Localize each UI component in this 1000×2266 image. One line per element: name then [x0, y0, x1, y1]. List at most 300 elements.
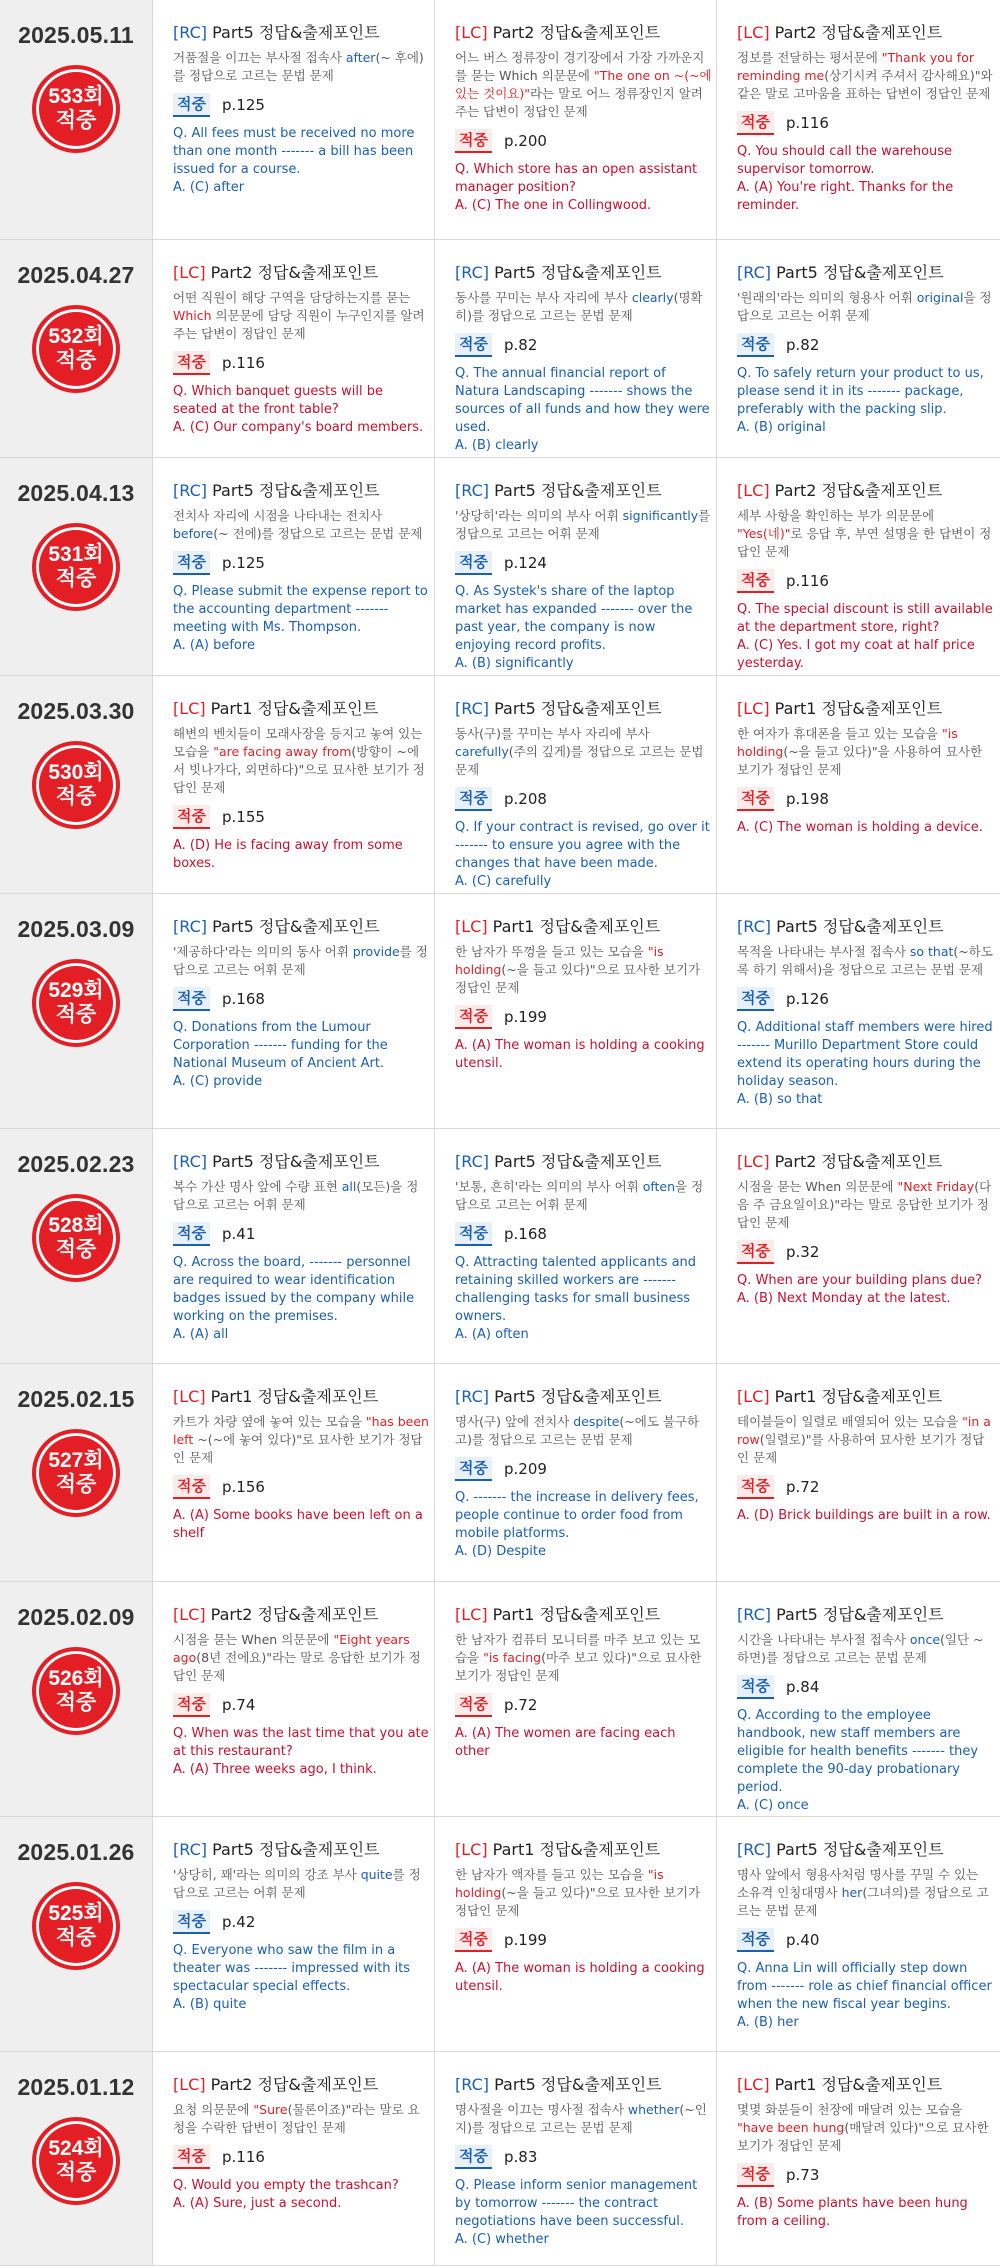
section-tag: [RC] — [173, 1840, 207, 1859]
keyword-highlight: "in a row — [737, 1414, 991, 1447]
card-title — [455, 696, 712, 719]
section-tag: [LC] — [173, 263, 206, 282]
card-title — [737, 478, 994, 501]
keyword-highlight: "Eight years ago — [173, 1632, 410, 1665]
card-title — [737, 1602, 994, 1625]
result-row — [0, 458, 1000, 676]
question-card — [716, 2052, 998, 2265]
section-tag: [RC] — [737, 917, 771, 936]
point-description — [737, 1413, 994, 1467]
description-text: 시간을 나타내는 부사절 접속사 — [737, 1632, 910, 1647]
section-tag: [LC] — [455, 1605, 488, 1624]
page-reference: p.73 — [785, 2166, 820, 2184]
keyword-highlight: Which — [173, 308, 212, 323]
date-column — [0, 1129, 152, 1363]
point-description — [173, 2101, 430, 2137]
question-card — [716, 894, 998, 1128]
point-description — [455, 1866, 712, 1920]
question-card — [152, 1582, 434, 1816]
description-text: 한 남자가 액자를 들고 있는 모습을 — [455, 1867, 648, 1882]
date-column — [0, 0, 152, 239]
point-description — [737, 289, 994, 325]
page-reference: p.155 — [221, 808, 265, 826]
question-card — [434, 676, 716, 893]
keyword-highlight: all — [341, 1179, 357, 1194]
keyword-highlight: "Yes(네)" — [737, 526, 791, 541]
description-text: (~ 후에)를 정답으로 고르는 문법 문제 — [173, 50, 424, 83]
answer-text: A. (D) He is facing away from some boxes. — [173, 838, 403, 871]
page-reference: p.40 — [785, 1931, 820, 1949]
section-name: Part5 정답&출제포인트 — [212, 23, 380, 42]
point-description — [737, 1631, 994, 1667]
hit-line — [455, 1693, 712, 1717]
question-card — [434, 2052, 716, 2265]
question-card — [716, 1129, 998, 1363]
point-description — [455, 1413, 712, 1449]
description-text: 한 여자가 휴대폰을 들고 있는 모습을 — [737, 726, 942, 741]
keyword-highlight: "are facing away from — [213, 744, 352, 759]
answer-text: A. (A) Sure, just a second. — [173, 2196, 342, 2211]
section-tag: [RC] — [737, 1605, 771, 1624]
hit-line — [455, 129, 712, 153]
hit-line — [455, 333, 712, 357]
section-name: Part2 정답&출제포인트 — [774, 23, 943, 42]
section-name: Part2 정답&출제포인트 — [210, 2075, 379, 2094]
description-text: 세부 사항을 확인하는 부가 의문문에 — [737, 508, 935, 523]
hit-label: 적중 — [455, 551, 492, 575]
date-column — [0, 458, 152, 675]
description-text: (~을 들고 있다)"으로 묘사한 보기가 정답인 문제 — [455, 962, 701, 995]
section-name: Part5 정답&출제포인트 — [776, 1840, 944, 1859]
description-text: 시점을 묻는 When 의문문에 — [737, 1179, 898, 1194]
exam-date: 2025.03.09 — [17, 916, 135, 942]
keyword-highlight: "has been left — [173, 1414, 429, 1447]
keyword-highlight: quite — [360, 1867, 393, 1882]
point-description — [455, 1631, 712, 1685]
description-text: 을 정답으로 고르는 어휘 문제 — [737, 290, 992, 323]
description-text: 전치사 자리에 시점을 나타내는 전치사 — [173, 508, 383, 523]
hit-line — [455, 1005, 712, 1029]
description-text: 명사절을 이끄는 명사절 접속사 — [455, 2102, 628, 2117]
section-name: Part2 정답&출제포인트 — [774, 1152, 943, 1171]
section-tag: [LC] — [173, 1387, 206, 1406]
description-text: (방향이 ~에서 빗나가다, 외면하다)"으로 묘사한 보기가 정답인 문제 — [173, 744, 425, 795]
badge-round-number: 529회 — [48, 979, 104, 1002]
point-description — [737, 49, 994, 103]
description-text: 몇몇 화분들이 천장에 매달려 있는 모습을 — [737, 2102, 963, 2117]
point-description — [737, 2101, 994, 2155]
hit-line — [173, 1910, 430, 1934]
question-text: Q. Would you empty the trashcan? — [173, 2178, 399, 2193]
section-name: Part1 정답&출제포인트 — [492, 1605, 661, 1624]
section-name: Part1 정답&출제포인트 — [210, 699, 379, 718]
answer-text: A. (B) significantly — [455, 656, 574, 671]
card-title — [455, 1149, 712, 1172]
card-title — [455, 478, 712, 501]
result-row — [0, 1364, 1000, 1582]
description-text: '보통, 흔히'라는 의미의 부사 어휘 — [455, 1179, 643, 1194]
hit-label: 적중 — [455, 2145, 492, 2169]
hit-line — [455, 551, 712, 575]
hit-badge — [32, 959, 120, 1047]
section-tag: [LC] — [455, 1840, 488, 1859]
hit-line — [455, 1222, 712, 1246]
question-text: Q. You should call the warehouse supervisor tomorrow. — [737, 144, 953, 177]
card-title — [173, 20, 430, 43]
description-text: 로 응답 후, 부연 설명을 한 답변이 정답인 문제 — [737, 526, 992, 559]
page-reference: p.74 — [221, 1696, 256, 1714]
page-reference: p.84 — [785, 1678, 820, 1696]
result-row — [0, 894, 1000, 1129]
exam-date: 2025.02.23 — [17, 1151, 135, 1177]
section-tag: [RC] — [455, 263, 489, 282]
question-text: Q. The annual financial report of Natura Landscaping ------- shows the sources of all funds and how they were used. — [455, 366, 710, 435]
question-card — [152, 458, 434, 675]
point-description — [737, 725, 994, 779]
answer-text: A. (C) provide — [173, 1074, 263, 1089]
description-text: (주의 깊게)를 정답으로 고르는 문법 문제 — [455, 744, 704, 777]
hit-line — [455, 787, 712, 811]
description-text: 한 남자가 뚜껑을 들고 있는 모습을 — [455, 944, 648, 959]
question-text: Q. The special discount is still available at the department store, right? — [737, 602, 993, 635]
exam-date: 2025.02.09 — [17, 1604, 135, 1630]
description-text: (다음 주 금요일이요)"라는 말로 응답한 보기가 정답인 문제 — [737, 1179, 992, 1230]
point-description — [737, 1866, 994, 1920]
badge-hit-label: 적중 — [55, 2161, 97, 2184]
keyword-highlight: original — [916, 290, 964, 305]
answer-text: A. (B) so that — [737, 1092, 823, 1107]
point-description — [173, 1178, 430, 1214]
description-text: 를 정답으로 고르는 어휘 문제 — [173, 1867, 421, 1900]
keyword-highlight: after — [345, 50, 376, 65]
section-tag: [LC] — [737, 23, 770, 42]
result-row — [0, 676, 1000, 894]
question-card — [152, 1364, 434, 1581]
question-card — [152, 0, 434, 239]
hit-label: 적중 — [455, 129, 492, 153]
card-title — [173, 478, 430, 501]
description-text: (~하도록 하기 위해서)을 정답으로 고르는 문법 문제 — [737, 944, 993, 977]
description-text: 해변의 벤치들이 모래사장을 등지고 놓여 있는 모습을 — [173, 726, 423, 759]
point-description — [173, 943, 430, 979]
page-reference: p.116 — [221, 2148, 265, 2166]
hit-line — [737, 333, 994, 357]
section-name: Part1 정답&출제포인트 — [492, 917, 661, 936]
question-text: Q. Anna Lin will officially step down from ------- role as chief financial officer when the new fiscal year begins. — [737, 1961, 992, 2012]
hit-line — [737, 2163, 994, 2187]
hit-label: 적중 — [455, 1928, 492, 1952]
page-reference: p.156 — [221, 1478, 265, 1496]
answer-text: A. (B) her — [737, 2015, 799, 2030]
section-name: Part5 정답&출제포인트 — [776, 1605, 944, 1624]
card-title — [737, 2072, 994, 2095]
card-title — [173, 1149, 430, 1172]
hit-line — [455, 1457, 712, 1481]
page-reference: p.83 — [503, 2148, 538, 2166]
description-text: (~ 전에)를 정답으로 고르는 문법 문제 — [213, 526, 423, 541]
section-tag: [LC] — [737, 699, 770, 718]
point-description — [455, 943, 712, 997]
section-tag: [LC] — [737, 2075, 770, 2094]
question-text: Q. As Systek's share of the laptop market has expanded ------- over the past year, the company is now enjoying record profits. — [455, 584, 693, 653]
hit-label: 적중 — [455, 1005, 492, 1029]
point-description — [455, 289, 712, 325]
hit-line — [737, 1675, 994, 1699]
card-title — [173, 1384, 430, 1407]
keyword-highlight: despite — [573, 1414, 620, 1429]
description-text: (상기시켜 주셔서 감사해요)"와 같은 말로 고마움을 표하는 답변이 정답인 문제 — [737, 68, 993, 101]
card-title — [455, 2072, 712, 2095]
description-text: 명사 앞에서 형용사처럼 명사를 꾸밀 수 있는 소유격 인칭대명사 — [737, 1867, 979, 1900]
hit-label: 적중 — [455, 1222, 492, 1246]
question-text: Q. To safely return your product to us, please send it in its ------- package, preferably with the packing slip. — [737, 366, 984, 417]
point-description — [173, 1866, 430, 1902]
hit-line — [737, 111, 994, 135]
keyword-highlight: "Thank you for reminding me — [737, 50, 974, 83]
answer-text: A. (A) The women are facing each other — [455, 1726, 676, 1759]
description-text: (~인지)를 정답으로 고르는 문법 문제 — [455, 2102, 707, 2135]
badge-round-number: 531회 — [48, 543, 104, 566]
description-text: '상당히'라는 의미의 부사 어휘 — [455, 508, 623, 523]
badge-hit-label: 적중 — [55, 1691, 97, 1714]
hit-line — [173, 1693, 430, 1717]
answer-text: A. (C) The one in Collingwood. — [455, 198, 652, 213]
question-text: Q. Across the board, ------- personnel are required to wear identification badges issued by the company while working on the premises. — [173, 1255, 415, 1324]
section-tag: [RC] — [173, 481, 207, 500]
answer-text: A. (A) often — [455, 1327, 529, 1342]
answer-text: A. (D) Despite — [455, 1544, 546, 1559]
point-description — [737, 943, 994, 979]
description-text: (그녀의)를 정답으로 고르는 문법 문제 — [737, 1885, 989, 1918]
question-text: Q. Everyone who saw the film in a theater was ------- impressed with its spectacular special effects. — [173, 1943, 411, 1994]
section-tag: [RC] — [737, 263, 771, 282]
hit-badge — [32, 2117, 120, 2205]
point-description — [455, 1178, 712, 1214]
description-text: 정보를 전달하는 평서문에 — [737, 50, 882, 65]
description-text: (물론이죠)"라는 말로 요청을 수락한 답변이 정답인 문제 — [173, 2102, 420, 2135]
hit-label: 적중 — [737, 787, 774, 811]
question-card — [716, 1582, 998, 1816]
answer-text: A. (D) Brick buildings are built in a row. — [737, 1508, 991, 1523]
hit-badge — [32, 305, 120, 393]
keyword-highlight: "Sure — [253, 2102, 288, 2117]
keyword-highlight: "is facing — [483, 1650, 542, 1665]
hit-label: 적중 — [173, 93, 210, 117]
section-name: Part1 정답&출제포인트 — [492, 1840, 661, 1859]
description-text: (~을 들고 있다)"을 사용하여 묘사한 보기가 정답인 문제 — [737, 744, 983, 777]
question-card — [152, 676, 434, 893]
card-title — [737, 260, 994, 283]
description-text: 한 남자가 컴퓨터 모니터를 마주 보고 있는 모습을 — [455, 1632, 701, 1665]
page-reference: p.208 — [503, 790, 547, 808]
section-tag: [LC] — [173, 2075, 206, 2094]
answer-text: A. (A) Some books have been left on a shelf — [173, 1508, 423, 1541]
card-title — [455, 1837, 712, 1860]
question-card — [152, 2052, 434, 2265]
section-name: Part5 정답&출제포인트 — [494, 699, 662, 718]
hit-label: 적중 — [173, 805, 210, 829]
card-title — [173, 696, 430, 719]
point-description — [455, 725, 712, 779]
section-tag: [RC] — [455, 481, 489, 500]
question-text: Q. All fees must be received no more than one month ------- a bill has been issued for a course. — [173, 126, 415, 177]
badge-hit-label: 적중 — [55, 1926, 97, 1949]
description-text: 거품절을 이끄는 부사절 접속사 — [173, 50, 346, 65]
hit-label: 적중 — [455, 1693, 492, 1717]
hit-line — [455, 1928, 712, 1952]
description-text: 의문문에 담당 직원이 누구인지를 알려주는 답변이 정답인 문제 — [173, 308, 425, 341]
question-text: Q. Attracting talented applicants and retaining skilled workers are ------- challenging tasks for small business owners. — [455, 1255, 697, 1324]
answer-text: A. (A) You're right. Thanks for the reminder. — [737, 180, 954, 213]
card-title — [173, 2072, 430, 2095]
section-tag: [LC] — [173, 1605, 206, 1624]
question-text: Q. Which store has an open assistant manager position? — [455, 162, 698, 195]
question-card — [716, 1817, 998, 2051]
keyword-highlight: provide — [352, 944, 400, 959]
page-reference: p.125 — [221, 96, 265, 114]
section-name: Part5 정답&출제포인트 — [212, 1840, 380, 1859]
date-column — [0, 676, 152, 893]
description-text: (~에도 불구하고)를 정답으로 고르는 문법 문제 — [455, 1414, 700, 1447]
keyword-highlight: "is holding — [737, 726, 958, 759]
description-text: (마주 보고 있다)"으로 묘사한 보기가 정답인 문제 — [455, 1650, 702, 1683]
question-card — [152, 240, 434, 457]
page-reference: p.72 — [785, 1478, 820, 1496]
keyword-highlight: "Next Friday — [897, 1179, 975, 1194]
description-text: '상당히, 꽤'라는 의미의 강조 부사 — [173, 1867, 361, 1882]
page-reference: p.198 — [785, 790, 829, 808]
card-title — [737, 696, 994, 719]
card-title — [455, 1602, 712, 1625]
keyword-highlight: significantly — [622, 508, 699, 523]
result-row — [0, 0, 1000, 240]
point-description — [455, 49, 712, 121]
question-card — [716, 0, 998, 239]
point-description — [173, 49, 430, 85]
description-text: '제공하다'라는 의미의 동사 어휘 — [173, 944, 353, 959]
hit-badge — [32, 65, 120, 153]
page-reference: p.116 — [785, 114, 829, 132]
hit-label: 적중 — [737, 987, 774, 1011]
hit-label: 적중 — [173, 1222, 210, 1246]
badge-round-number: 524회 — [48, 2137, 104, 2160]
description-text: 어느 버스 정류장이 경기장에서 가장 가까운지를 묻는 Which 의문문에 — [455, 50, 705, 83]
hit-label: 적중 — [737, 1475, 774, 1499]
description-text: 목적을 나타내는 부사절 접속사 — [737, 944, 910, 959]
description-text: 동사를 꾸미는 부사 자리에 부사 — [455, 290, 632, 305]
question-card — [434, 458, 716, 675]
hit-label: 적중 — [737, 2163, 774, 2187]
page-reference: p.200 — [503, 132, 547, 150]
question-text: Q. Donations from the Lumour Corporation ------- funding for the National Museum of Ancient Art. — [173, 1020, 388, 1071]
answer-text: A. (C) The woman is holding a device. — [737, 820, 983, 835]
hit-label: 적중 — [173, 351, 210, 375]
question-text: Q. Which banquet guests will be seated at the front table? — [173, 384, 384, 417]
description-text: ~(~에 놓여 있다)"로 묘사한 보기가 정답인 문제 — [173, 1432, 423, 1465]
question-card — [434, 240, 716, 457]
question-text: Q. Please inform senior management by tomorrow ------- the contract negotiations have been successful. — [455, 2178, 698, 2229]
hit-line — [737, 787, 994, 811]
section-name: Part5 정답&출제포인트 — [212, 1152, 380, 1171]
card-title — [173, 914, 430, 937]
hit-label: 적중 — [737, 111, 774, 135]
section-name: Part1 정답&출제포인트 — [774, 2075, 943, 2094]
page-reference: p.168 — [221, 990, 265, 1008]
description-text: (모든)을 정답으로 고르는 어휘 문제 — [173, 1179, 419, 1212]
description-text: 카트가 차량 옆에 놓여 있는 모습을 — [173, 1414, 366, 1429]
hit-label: 적중 — [737, 1675, 774, 1699]
answer-text: A. (B) Next Monday at the latest. — [737, 1291, 951, 1306]
answer-text: A. (C) carefully — [455, 874, 552, 889]
point-description — [173, 725, 430, 797]
section-name: Part5 정답&출제포인트 — [494, 481, 662, 500]
badge-hit-label: 적중 — [55, 1003, 97, 1026]
badge-hit-label: 적중 — [55, 109, 97, 132]
question-card — [434, 1582, 716, 1816]
answer-text: A. (A) before — [173, 638, 255, 653]
answer-text: A. (C) once — [737, 1798, 809, 1813]
card-title — [455, 20, 712, 43]
hit-label: 적중 — [173, 1910, 210, 1934]
hit-line — [173, 987, 430, 1011]
point-description — [737, 1178, 994, 1232]
hit-label: 적중 — [737, 1240, 774, 1264]
badge-round-number: 525회 — [48, 1902, 104, 1925]
description-text: 동사(구)를 꾸미는 부사 자리에 부사 — [455, 726, 650, 741]
description-text: (~을 들고 있다)"으로 묘사한 보기가 정답인 문제 — [455, 1885, 701, 1918]
section-tag: [LC] — [173, 699, 206, 718]
question-text: Q. When was the last time that you ate at this restaurant? — [173, 1726, 429, 1759]
section-tag: [RC] — [737, 1840, 771, 1859]
keyword-highlight: often — [642, 1179, 676, 1194]
card-title — [455, 260, 712, 283]
description-text: 요청 의문문에 — [173, 2102, 254, 2117]
description-text: (일단 ~하면)를 정답으로 고르는 문법 문제 — [737, 1632, 984, 1665]
page-reference: p.126 — [785, 990, 829, 1008]
hit-label: 적중 — [455, 1457, 492, 1481]
section-tag: [RC] — [173, 1152, 207, 1171]
point-description — [173, 1631, 430, 1685]
page-reference: p.72 — [503, 1696, 538, 1714]
hit-label: 적중 — [737, 333, 774, 357]
keyword-highlight: carefully — [455, 744, 509, 759]
question-card — [434, 894, 716, 1128]
badge-hit-label: 적중 — [55, 785, 97, 808]
badge-round-number: 530회 — [48, 761, 104, 784]
hit-label: 적중 — [173, 987, 210, 1011]
description-text: (8년 전에요)"라는 말로 응답한 보기가 정답인 문제 — [173, 1650, 421, 1683]
keyword-highlight: "have been hung — [737, 2120, 845, 2135]
exam-date: 2025.01.26 — [17, 1839, 135, 1865]
description-text: 복수 가산 명사 앞에 수량 표현 — [173, 1179, 342, 1194]
hit-badge — [32, 1194, 120, 1282]
section-name: Part5 정답&출제포인트 — [494, 1152, 662, 1171]
hit-badge — [32, 1647, 120, 1735]
description-text: 를 정답으로 고르는 어휘 문제 — [455, 508, 711, 541]
description-text: (일렬로)"를 사용하여 묘사한 보기가 정답인 문제 — [737, 1432, 985, 1465]
exam-date: 2025.04.13 — [17, 480, 135, 506]
section-name: Part2 정답&출제포인트 — [210, 1605, 379, 1624]
point-description — [173, 289, 430, 343]
description-text: (명확히)를 정답으로 고르는 문법 문제 — [455, 290, 703, 323]
hit-line — [737, 1928, 994, 1952]
exam-date: 2025.02.15 — [17, 1386, 135, 1412]
card-title — [455, 1384, 712, 1407]
exam-date: 2025.05.11 — [18, 22, 134, 48]
date-column — [0, 2052, 152, 2265]
section-tag: [LC] — [737, 1387, 770, 1406]
section-name: Part5 정답&출제포인트 — [494, 263, 662, 282]
